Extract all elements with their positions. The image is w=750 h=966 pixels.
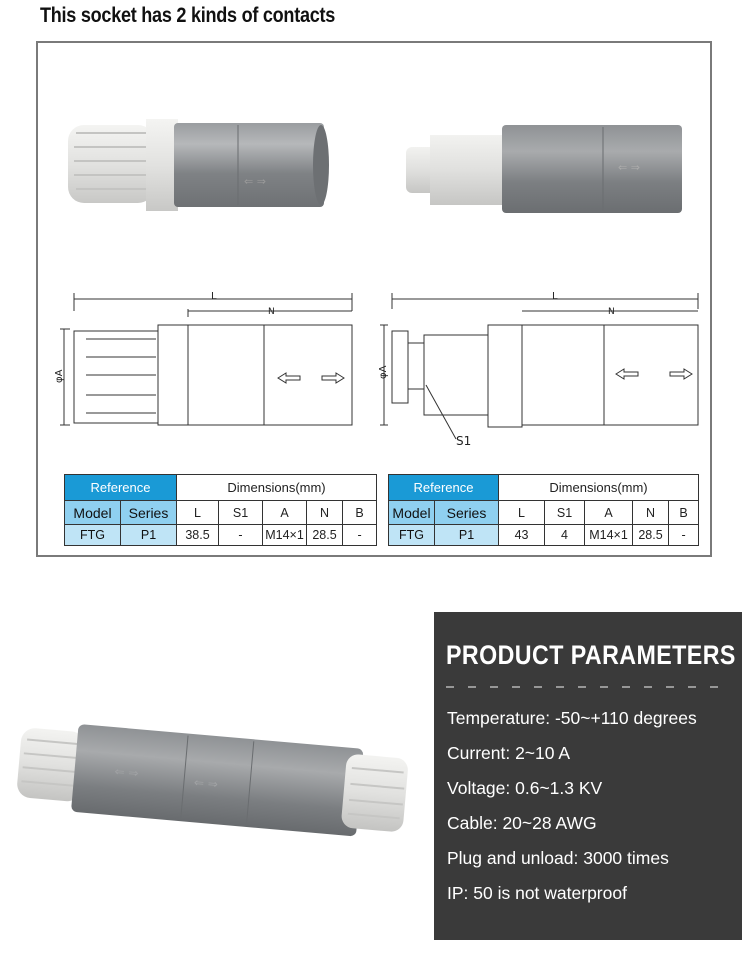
svg-text:⇐ ⇒: ⇐ ⇒: [114, 764, 140, 781]
dim-label-a: φA: [378, 365, 389, 379]
cell-series: P1: [121, 525, 177, 546]
col-a: A: [585, 501, 633, 525]
dim-label-l: L: [211, 291, 217, 302]
product-parameters-panel: [434, 612, 742, 940]
cell-model: FTG: [389, 525, 435, 546]
technical-drawing-socket: [376, 287, 708, 455]
dim-label-n: N: [608, 307, 615, 317]
svg-text:⇐ ⇒: ⇐ ⇒: [244, 175, 266, 188]
cell-n: 28.5: [633, 525, 669, 546]
cell-s1: -: [219, 525, 263, 546]
specification-panel: [36, 41, 712, 557]
page-heading: This socket has 2 kinds of contacts: [40, 4, 336, 27]
connector-photo-assembled: [14, 714, 414, 852]
col-l: L: [177, 501, 219, 525]
technical-drawing-straight: [46, 287, 364, 447]
col-model: Model: [389, 501, 435, 525]
svg-text:⇐ ⇒: ⇐ ⇒: [618, 161, 640, 174]
cell-series: P1: [435, 525, 499, 546]
dimensions-header: Dimensions(mm): [177, 475, 377, 501]
dim-label-s1: S1: [456, 434, 472, 448]
dim-label-n: N: [268, 307, 275, 317]
dim-label-a: φA: [54, 369, 65, 383]
col-series: Series: [435, 501, 499, 525]
cell-l: 43: [499, 525, 545, 546]
param-temperature: Temperature: -50~+110 degrees: [447, 708, 697, 728]
cell-a: M14×1: [585, 525, 633, 546]
reference-header: Reference: [389, 475, 499, 501]
dimensions-header: Dimensions(mm): [499, 475, 699, 501]
col-model: Model: [65, 501, 121, 525]
cell-b: -: [343, 525, 377, 546]
col-b: B: [669, 501, 699, 525]
col-s1: S1: [219, 501, 263, 525]
col-s1: S1: [545, 501, 585, 525]
reference-header: Reference: [65, 475, 177, 501]
param-ip-rating: IP: 50 is not waterproof: [447, 883, 627, 903]
param-plug-cycles: Plug and unload: 3000 times: [447, 848, 669, 868]
dim-label-l: L: [552, 291, 558, 302]
param-cable: Cable: 20~28 AWG: [447, 813, 597, 833]
svg-text:⇐ ⇒: ⇐ ⇒: [193, 775, 219, 792]
dimension-table-straight: [64, 474, 377, 546]
dashed-divider: [446, 682, 732, 692]
params-list: [447, 708, 697, 918]
cell-a: M14×1: [263, 525, 307, 546]
col-series: Series: [121, 501, 177, 525]
col-n: N: [307, 501, 343, 525]
cell-model: FTG: [65, 525, 121, 546]
cell-s1: 4: [545, 525, 585, 546]
col-b: B: [343, 501, 377, 525]
cell-b: -: [669, 525, 699, 546]
params-title: PRODUCT PARAMETERS: [446, 640, 736, 670]
connector-photo-straight: [66, 109, 336, 224]
col-n: N: [633, 501, 669, 525]
cell-l: 38.5: [177, 525, 219, 546]
param-current: Current: 2~10 A: [447, 743, 571, 763]
col-a: A: [263, 501, 307, 525]
col-l: L: [499, 501, 545, 525]
dimension-table-socket: [388, 474, 699, 546]
connector-photo-socket: [398, 113, 698, 223]
cell-n: 28.5: [307, 525, 343, 546]
param-voltage: Voltage: 0.6~1.3 KV: [447, 778, 603, 798]
